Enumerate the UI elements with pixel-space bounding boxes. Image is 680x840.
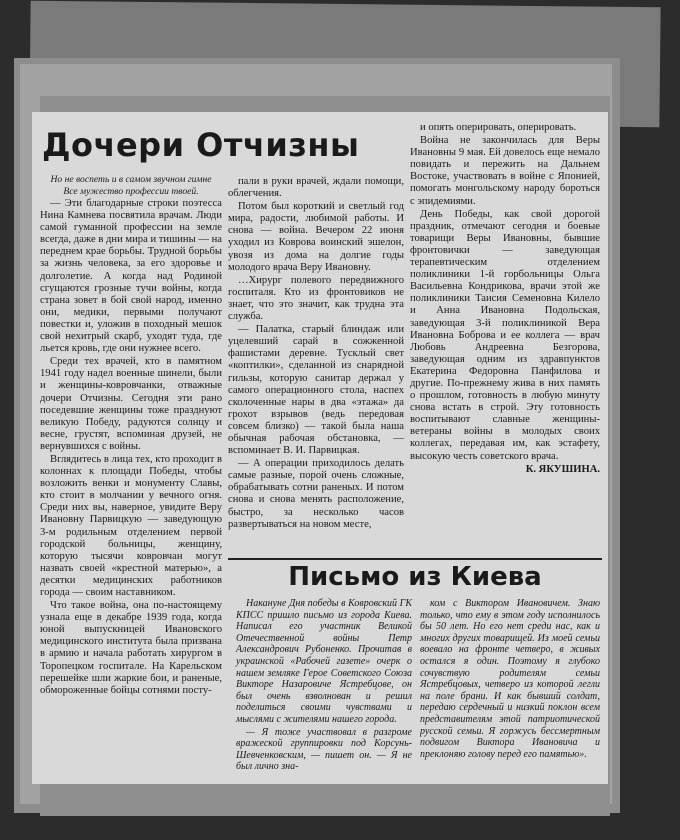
paragraph: День Победы, как свой дорогой праздник, отмечают сегодня и боевые товарищи Веры Ивановны, бывшие фронтовички — заведующая терапевтическим отделением поликлиники 1-й горбольницы Ольга Васильевна Кондрикова, врачи этой же поликлиники Таисия Семеновна Килело и Анна Ивановна Подольская, заведующая 3-й поликлиникой Вера Ивановна Боброва и ее коллега — врач Любовь Андреевна Безгорова, заведующая одним из здравпунктов Екатерина Федоровна Панфилова и другие. По-прежнему жива в них память о прошлом, готовность в любую минуту снова встать в строй. Эту готовность воспитывают славные женщины-ветераны войны в молодых своих коллегах, передавая им, как эстафету, высокую честь советского врача. [410, 208, 600, 462]
epigraph-line: Но не воспеть и в самом звучном гимне [50, 174, 212, 185]
paragraph: Потом был короткий и светлый год мира, радости, любимой работы. И снова — война. Вечером 22 июня уходил из Коврова воинский эшелон, увозя из дома на долгие годы молодого врача Веру Ивановну. [228, 201, 404, 273]
letter-headline: Письмо из Киева [288, 562, 542, 592]
paragraph: — А операции приходилось делать самые разные, порой очень сложные, обрабатывать сотни раненых. И потом снова и снова менять расположение, быстро, за несколько часов развертываться на новом месте, [228, 458, 404, 530]
paragraph: и опять оперировать, оперировать. [420, 122, 577, 133]
epigraph [46, 174, 216, 197]
paragraph: Вглядитесь в лица тех, кто проходит в колоннах к площади Победы, чтобы возложить венки и монументу Славы, кто стоит в молчании у вечного огня. Среди них вы, наверное, увидите Веру Ивановну Парвицкую — заведующую 3-м родильным отделением первой городской больницы, женщину, которую тысячи ковровчан могут назвать своей «крестной матерью», а десятки медицинских работников города — своим наставником. [40, 453, 222, 598]
letter-column-2 [420, 598, 600, 761]
section-divider [228, 558, 602, 560]
paragraph: Накануне Дня победы в Ковровский ГК КПСС пришло письмо из города Киева. Написал его участник Великой Отечественной войны Петр Александрович Рубоненко. Прочитав в украинской «Рабочей газете» очерк о нашем земляке Герое Советского Союза Викторе Назаровиче Ястребцове, он был очень взволнован и решил поделиться своими чувствами и мыслями с жителями нашего города. [236, 598, 412, 725]
paragraph: ком с Виктором Ивановичем. Знаю только, что ему в этом году исполнилось бы 50 лет. Но его нет среди нас, как и многих других товарищей. Из моей семьи воевало на фронте четверо, в живых остался я один. Поэтому я глубоко сочувствую родителям семьи Ястребцовых, четверо из которой легли на поле брани. И как бывший солдат, передаю сердечный и низкий поклон всем представителям этой патриотической русской семьи. Я горжусь бессмертным подвигом Виктора Ивановича и преклоняю голову перед его памятью». [420, 598, 600, 760]
newspaper-clipping [32, 112, 608, 784]
letter-column-1 [236, 598, 412, 774]
paragraph: Война не закончилась для Веры Ивановны 9 мая. Ей довелось еще немало повидать и пережить на Дальнем Востоке, участвовать в войне с Японией, помогать монгольскому народу бороться с эпидемиями. [410, 135, 600, 207]
article-signature: К. ЯКУШИНА. [525, 463, 600, 475]
paragraph: — Я тоже участвовал в разгроме вражеской группировки под Корсунь-Шевченковским, — пишет он. — Я не был лично зна- [236, 726, 412, 773]
epigraph-line: Все мужество профессии твоей. [63, 185, 199, 197]
article-column-1 [40, 198, 222, 698]
paragraph: …Хирург полевого передвижного госпиталя. Кто из фронтовиков не знает, что это значит, как трудна эта служба. [228, 274, 404, 323]
paragraph: — Палатка, старый блиндаж или уцелевший сарай в сожженной фашистами деревне. Тусклый свет «коптилки», сделанной из снарядной гильзы, которую санитар держал у самого операционного стола, наспех сколоченные нары в два «этажа» да грохот взрывов (ведь передовая совсем близко) — такой была наша обычная рабочая обстановка, — вспоминает В. И. Парвицкая. [228, 324, 404, 457]
paragraph: Среди тех врачей, кто в памятном 1941 году надел военные шинели, были и женщины-ковровчанки, отважные дочери Отчизны. Сегодня эти рано поседевшие женщины тоже празднуют великую Победу, радуются солнцу и весне, грустят, вспоминая друзей, не вернувшихся с войны. [40, 356, 222, 452]
paragraph: Что такое война, она по-настоящему узнала еще в декабре 1939 года, когда юной выпускницей Ивановского медицинского института была призвана в армию и начала работать хирургом в Торопецком госпитале. На Карельском перешейке шли жаркие бои, и раненые, обмороженные бойцы сотнями посту- [40, 600, 222, 696]
article-column-2 [228, 176, 404, 532]
paragraph: — Эти благодарные строки поэтесса Нина Камнева посвятила врачам. Люди самой гуманной профессии на земле всегда, даже в дни мира и тишины — на переднем крае борьбы. Трудной борьбы за жизнь человека, за его здоровье и долголетие. А когда над Родиной сгущаются грозные тучи войны, когда страна зовет в бой свой народ, именно они, медики, первыми получают повестки и, уложив в походный мешок свой нехитрый скарб, уходят туда, где льется кровь, где они нужнее всего. [40, 198, 222, 355]
article-headline: Дочери Отчизны [42, 126, 360, 164]
paragraph: пали в руки врачей, ждали помощи, облегчения. [228, 176, 404, 200]
article-column-3 [410, 122, 600, 477]
